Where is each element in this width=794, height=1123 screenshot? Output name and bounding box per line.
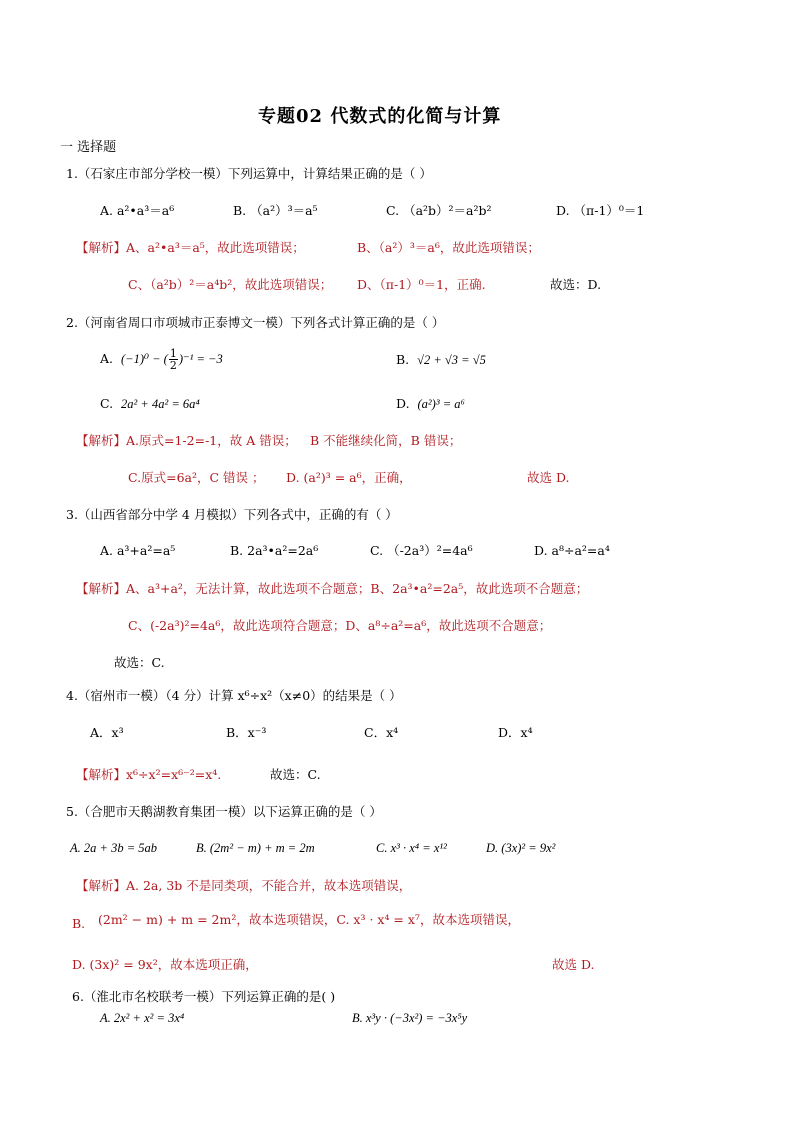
q3-option-d: D. a⁸÷a²=a⁴ — [534, 543, 610, 558]
q2-option-c-expr: 2a² + 4a² = 6a⁴ — [121, 397, 200, 411]
q1-analysis-part2: B、（a²）³＝a⁶，故此选项错误； — [357, 240, 540, 255]
q5-option-b: B. (2m² − m) + m = 2m — [196, 841, 315, 855]
q3-option-b: B. 2a³•a²=2a⁶ — [230, 543, 319, 558]
q5-analysis-line2: (2m² − m) + m = 2m²，故本选项错误，C. x³ · x⁴ = x⁷，故本选项错误， — [98, 912, 520, 927]
q5-option-d: D. (3x)² = 9x² — [486, 841, 556, 855]
fraction — [169, 348, 178, 371]
q2-answer: 故选 D. — [527, 470, 570, 485]
q5-analysis-line3: D. (3x)² = 9x²，故本选项正确， — [72, 957, 258, 972]
question-3-stem: 3.（山西省部分中学 4 月模拟）下列各式中，正确的有（ ） — [66, 507, 398, 522]
q2-option-a-rhs: )⁻¹ = −3 — [178, 352, 223, 366]
q3-analysis-line2: C、(-2a³)²=4a⁶，故此选项符合题意；D、a⁸÷a²=a⁶，故此选项不合题意； — [128, 618, 552, 633]
q2-option-c — [100, 396, 200, 412]
q2-option-b-label: B. — [396, 352, 410, 367]
q3-analysis-line1: 【解析】A、a³+a²，无法计算，故此选项不合题意；B、2a³•a²=2a⁵，故此选项不合题意； — [76, 581, 589, 596]
q4-option-b: B．x⁻³ — [226, 725, 267, 740]
q4-option-d: D．x⁴ — [498, 725, 533, 740]
q1-answer: 故选：D. — [550, 277, 602, 292]
question-6-stem: 6.（淮北市名校联考一模）下列运算正确的是( ) — [72, 989, 336, 1004]
question-1-stem: 1.（石家庄市部分学校一模）下列运算中，计算结果正确的是（ ） — [66, 166, 432, 181]
q1-option-a: A. a²•a³＝a⁶ — [100, 203, 175, 218]
q2-option-d-expr: (a²)³ = a⁶ — [417, 397, 465, 411]
question-4-stem: 4.（宿州市一模）（4 分）计算 x⁶÷x²（x≠0）的结果是（ ） — [66, 688, 402, 703]
q2-analysis-part4: D. (a²)³ = a⁶，正确， — [286, 470, 412, 485]
page-title: 专题02 代数式的化简与计算 — [258, 106, 502, 127]
q4-option-c: C．x⁴ — [364, 725, 399, 740]
section-heading: 一 选择题 — [60, 140, 117, 155]
q5-analysis-b-label: B. — [72, 916, 86, 931]
q5-analysis-line1: 【解析】A. 2a, 3b 不是同类项，不能合并，故本选项错误， — [76, 878, 412, 893]
q5-option-c: C. x³ · x⁴ = x¹² — [376, 841, 447, 855]
question-5-stem: 5.（合肥市天鹅湖教育集团一模）以下运算正确的是（ ） — [66, 804, 382, 819]
q5-answer: 故选 D. — [552, 957, 595, 972]
question-2-stem: 2.（河南省周口市项城市正泰博文一模）下列各式计算正确的是（ ） — [66, 315, 445, 330]
q4-answer: 故选：C. — [270, 767, 321, 782]
q2-analysis-part2: B 不能继续化简，B 错误； — [310, 433, 462, 448]
q2-analysis-part3: C.原式=6a²，C 错误 ； — [128, 470, 265, 485]
q3-answer: 故选：C. — [114, 655, 165, 670]
q2-option-d-label: D. — [396, 396, 410, 411]
q2-option-b-expr: √2 + √3 = √5 — [417, 353, 486, 367]
q4-option-a: A．x³ — [90, 725, 124, 740]
q2-option-a-lhs: (−1)⁰ − ( — [120, 352, 168, 366]
q5-option-a: A. 2a + 3b = 5ab — [70, 841, 158, 855]
q2-option-d — [396, 396, 465, 412]
fraction-denominator: 2 — [169, 359, 177, 372]
q1-analysis-part1: 【解析】A、a²•a³＝a⁵，故此选项错误； — [76, 240, 305, 255]
q2-option-b — [396, 352, 486, 368]
q1-analysis-part3: C、（a²b）²＝a⁴b²，故此选项错误； — [128, 277, 333, 292]
q1-option-c: C. （a²b）²＝a²b² — [386, 203, 492, 218]
q1-analysis-part4: D、（π-1）⁰＝1，正确. — [357, 277, 486, 292]
q1-option-d: D. （π-1）⁰＝1 — [556, 203, 645, 218]
q1-option-b: B. （a²）³＝a⁵ — [233, 203, 318, 218]
q6-option-a: A. 2x² + x² = 3x⁴ — [100, 1011, 185, 1025]
q2-option-c-label: C. — [100, 396, 114, 411]
q2-option-a-label: A. — [100, 351, 114, 366]
q4-analysis: 【解析】x⁶÷x²=x⁶⁻²=x⁴. — [76, 767, 222, 782]
q6-option-b: B. x³y · (−3x²) = −3x⁵y — [352, 1011, 468, 1025]
q2-analysis-part1: 【解析】A.原式=1-2=-1，故 A 错误； — [76, 433, 297, 448]
fraction-numerator: 1 — [169, 347, 177, 360]
q3-option-a: A. a³+a²=a⁵ — [100, 543, 176, 558]
q2-option-a — [100, 348, 223, 371]
q3-option-c: C. （-2a³）²=4a⁶ — [370, 543, 473, 558]
